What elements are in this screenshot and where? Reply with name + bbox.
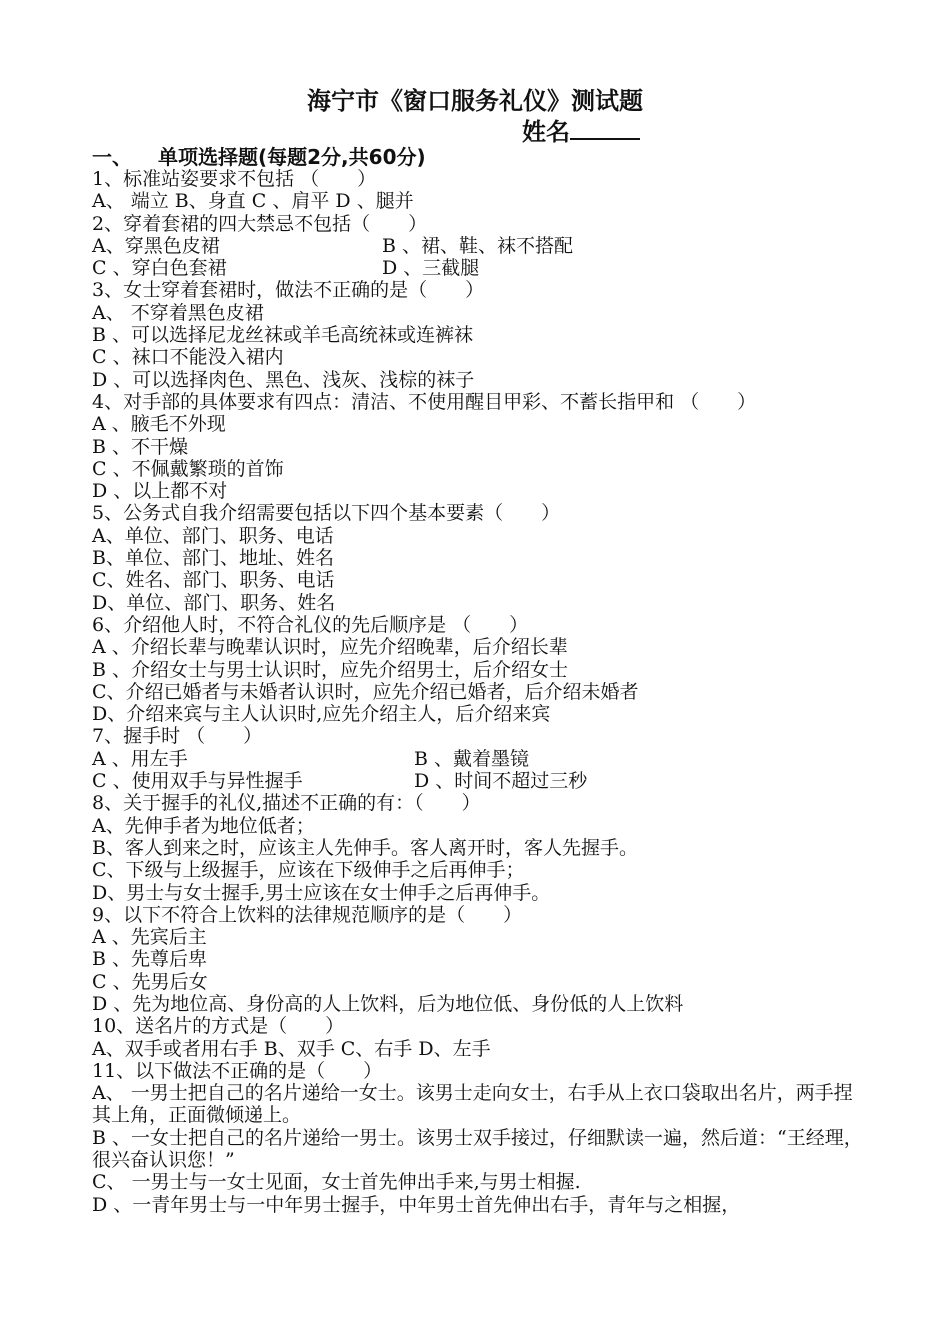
q3-option-c: C 、袜口不能没入裙内 (92, 346, 284, 369)
question-9: 9、以下不符合上饮料的法律规范顺序的是（ ） (92, 903, 523, 926)
q7-options-row-1 (92, 748, 867, 770)
q11-option-d: D 、一青年男士与一中年男士握手，中年男士首先伸出右手，青年与之相握， (92, 1193, 741, 1216)
q2-option-c: C 、穿白色套裙 (92, 257, 227, 280)
q9-option-a: A 、先宾后主 (92, 926, 207, 949)
name-field (522, 114, 640, 148)
q5-option-c: C、姓名、部门、职务、电话 (92, 569, 335, 592)
q3-option-d: D 、可以选择肉色、黑色、浅灰、浅棕的袜子 (92, 368, 475, 391)
q11-option-b: B 、一女士把自己的名片递给一男士。该男士双手接过，仔细默读一遍，然后道：“王经理，很兴奋认识您！” (92, 1126, 863, 1172)
q8-option-d: D、男士与女士握手,男士应该在女士伸手之后再伸手。 (92, 881, 551, 904)
section-label: 单项选择题(每题2分,共60分) (158, 145, 426, 169)
q3-option-b: B 、可以选择尼龙丝袜或羊毛高统袜或连裤袜 (92, 324, 474, 347)
q4-option-b: B 、不干燥 (92, 435, 189, 458)
q5-option-a: A、单位、部门、职务、电话 (92, 524, 334, 547)
q5-option-d: D、单位、部门、职务、姓名 (92, 591, 336, 614)
name-blank-line (570, 114, 640, 140)
q4-option-d: D 、以上都不对 (92, 480, 228, 503)
q11-option-a: A、 一男士把自己的名片递给一女士。该男士走向女士，右手从上衣口袋取出名片，两手捏其上角，正面微倾递上。 (92, 1082, 853, 1127)
q10-options: A、双手或者用右手 B、双手 C、右手 D、左手 (92, 1037, 491, 1060)
question-3: 3、女士穿着套裙时，做法不正确的是（ ） (92, 279, 485, 302)
q4-option-a: A 、腋毛不外现 (92, 413, 226, 436)
q4-option-c: C 、不佩戴繁琐的首饰 (92, 457, 284, 480)
q7-option-d: D 、时间不超过三秒 (414, 770, 588, 793)
q11-option-c: C、 一男士与一女士见面，女士首先伸出手来,与男士相握. (92, 1171, 581, 1194)
name-label: 姓名 (522, 118, 570, 146)
question-2: 2、穿着套裙的四大禁忌不包括（ ） (92, 212, 428, 235)
q2-options-row-2 (92, 257, 867, 279)
q5-option-b: B、单位、部门、地址、姓名 (92, 547, 334, 570)
q2-option-d: D 、三截腿 (382, 257, 480, 280)
q7-option-a: A 、用左手 (92, 747, 188, 770)
question-list (92, 168, 867, 1216)
q9-option-c: C 、先男后女 (92, 970, 208, 993)
q7-options-row-2 (92, 770, 867, 792)
question-8: 8、关于握手的礼仪,描述不正确的有：（ ） (92, 792, 481, 815)
q8-option-c: C、下级与上级握手，应该在下级伸手之后再伸手； (92, 859, 525, 882)
question-6: 6、介绍他人时，不符合礼仪的先后顺序是 （ ） (92, 613, 529, 636)
section-number: 一、 (92, 145, 132, 169)
q8-option-a: A、先伸手者为地位低者； (92, 814, 315, 837)
q2-option-a: A、穿黑色皮裙 (92, 234, 220, 257)
section-heading (92, 146, 426, 168)
q6-option-c: C、介绍已婚者与未婚者认识时，应先介绍已婚者，后介绍未婚者 (92, 680, 639, 703)
q1-options: A、 端立 B、身直 C 、肩平 D 、腿并 (92, 190, 414, 213)
page-title: 海宁市《窗口服务礼仪》测试题 (307, 87, 643, 115)
question-4: 4、对手部的具体要求有四点：清洁、不使用醒目甲彩、不蓄长指甲和 （ ） (92, 390, 757, 413)
q6-option-d: D、介绍来宾与主人认识时,应先介绍主人，后介绍来宾 (92, 703, 551, 726)
q9-option-d: D 、先为地位高、身份高的人上饮料，后为地位低、身份低的人上饮料 (92, 992, 684, 1015)
q8-option-b: B、客人到来之时，应该主人先伸手。客人离开时，客人先握手。 (92, 836, 638, 859)
q2-option-b: B 、裙、鞋、袜不搭配 (382, 234, 574, 257)
q2-options-row-1 (92, 235, 867, 257)
q7-option-c: C 、使用双手与异性握手 (92, 770, 303, 793)
question-1: 1、标准站姿要求不包括 （ ） (92, 168, 377, 190)
q3-option-a: A、 不穿着黑色皮裙 (92, 301, 264, 324)
question-7: 7、握手时 （ ） (92, 725, 263, 748)
q9-option-b: B 、先尊后卑 (92, 948, 208, 971)
q6-option-a: A 、介绍长辈与晚辈认识时，应先介绍晚辈，后介绍长辈 (92, 636, 568, 659)
question-10: 10、送名片的方式是（ ） (92, 1015, 345, 1038)
q7-option-b: B 、戴着墨镜 (414, 747, 530, 770)
question-11: 11、以下做法不正确的是（ ） (92, 1059, 383, 1082)
question-5: 5、公务式自我介绍需要包括以下四个基本要素（ ） (92, 502, 561, 525)
q6-option-b: B 、介绍女士与男士认识时，应先介绍男士，后介绍女士 (92, 658, 569, 681)
